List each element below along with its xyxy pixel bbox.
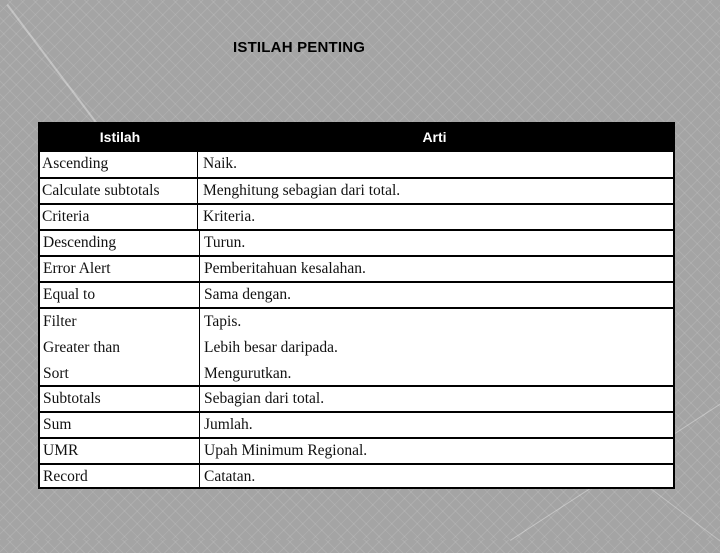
- meaning-cell: Menghitung sebagian dari total.: [203, 182, 401, 199]
- meaning-line: Lebih besar daripada.: [204, 339, 338, 356]
- table-row-merged: [40, 307, 673, 385]
- term-line: Filter: [43, 313, 77, 330]
- term-cell: Descending: [40, 231, 200, 255]
- term-line: Greater than: [43, 339, 121, 356]
- term-cell: Record: [40, 465, 200, 487]
- glossary-table: [38, 122, 675, 489]
- term-cell: Error Alert: [40, 257, 200, 281]
- term-cell: Equal to: [40, 283, 200, 307]
- meaning-cell: Upah Minimum Regional.: [204, 442, 368, 459]
- table-row: [40, 411, 673, 437]
- term-cell: Sum: [40, 413, 200, 437]
- table-row: [40, 385, 673, 411]
- table-header: [40, 124, 673, 150]
- meaning-cell: Catatan.: [204, 468, 256, 485]
- term-cell: Calculate subtotals: [40, 179, 198, 203]
- meaning-cell: Sama dengan.: [204, 286, 291, 303]
- table-row: [40, 150, 673, 177]
- meaning-cell: Sebagian dari total.: [204, 390, 325, 407]
- table-row: [40, 229, 673, 255]
- meaning-cell: Jumlah.: [204, 416, 253, 433]
- meaning-line: Tapis.: [204, 313, 242, 330]
- table-row: [40, 255, 673, 281]
- term-cell: Criteria: [40, 205, 198, 229]
- term-cell: Subtotals: [40, 387, 200, 411]
- background-decor-line: [639, 480, 720, 553]
- term-cell: Ascending: [40, 152, 198, 177]
- meaning-line: Mengurutkan.: [204, 365, 292, 382]
- term-cell: [40, 309, 200, 385]
- meaning-cell: Naik.: [203, 155, 238, 172]
- term-line: Sort: [43, 365, 69, 382]
- meaning-cell: Kriteria.: [203, 208, 256, 225]
- table-row: [40, 437, 673, 463]
- meaning-cell: Pemberitahuan kesalahan.: [204, 260, 366, 277]
- table-row: [40, 203, 673, 229]
- term-cell: UMR: [40, 439, 200, 463]
- meaning-cell: Turun.: [204, 234, 246, 251]
- meaning-cell: [200, 309, 673, 385]
- header-istilah: Istilah: [99, 129, 141, 145]
- header-arti: Arti: [422, 129, 447, 145]
- table-row: [40, 177, 673, 203]
- table-row: [40, 281, 673, 307]
- table-row: [40, 463, 673, 487]
- slide-title: ISTILAH PENTING: [233, 39, 366, 56]
